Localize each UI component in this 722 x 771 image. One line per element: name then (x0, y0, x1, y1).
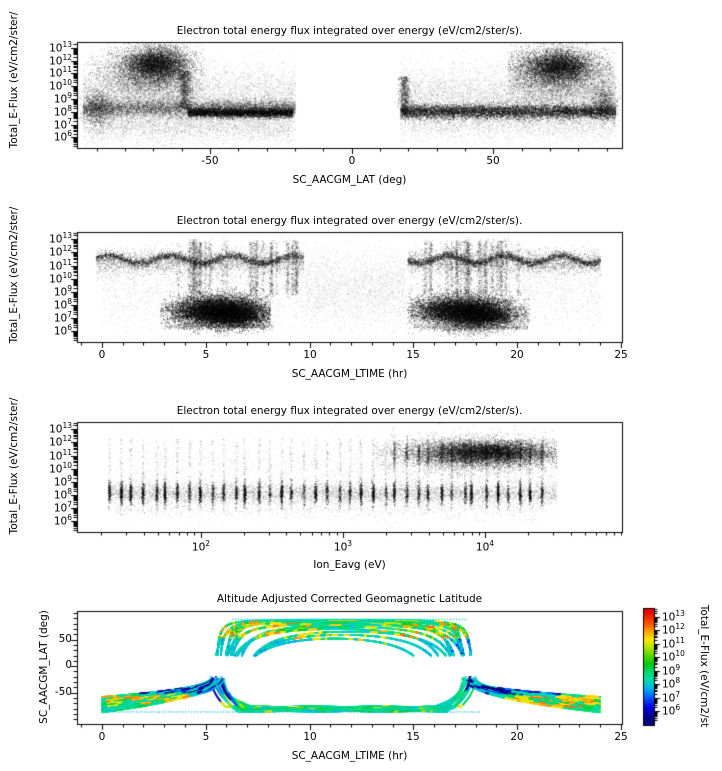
x-tick-label: 50 (486, 155, 500, 167)
colorbar-tick-label: $10^9$ (662, 663, 681, 678)
y-tick-label: $10^{11}$ (49, 448, 72, 463)
colorbar-tick-label: $10^{12}$ (662, 622, 685, 637)
y-tick-label: $10^{12}$ (49, 434, 72, 449)
y-tick-label: 0 (65, 659, 72, 671)
x-tick-label: 5 (202, 349, 210, 361)
colorbar-tick-label: $10^{13}$ (662, 609, 685, 624)
panel2-yaxis-label: Total_E-Flux (eV/cm2/ster/ (7, 206, 20, 344)
x-tick-label: 0 (98, 731, 106, 743)
panel1-title: Electron total energy flux integrated over energy (eV/cm2/ster/s). (176, 25, 523, 37)
x-tick-label: $10^2$ (191, 539, 211, 554)
y-tick-label: $10^{13}$ (49, 40, 72, 55)
y-tick-label: $10^7$ (53, 500, 72, 515)
x-tick-label: 25 (614, 731, 628, 743)
panel2-title: Electron total energy flux integrated over energy (eV/cm2/ster/s). (176, 215, 523, 227)
y-tick-label: $10^7$ (53, 310, 72, 325)
colorbar-tick-label: $10^6$ (662, 703, 681, 718)
y-tick-label: $10^{12}$ (49, 244, 72, 259)
x-tick-label: 25 (614, 349, 628, 361)
x-tick-label: 10 (303, 349, 317, 361)
y-tick-label: $10^{11}$ (49, 65, 72, 80)
x-tick-label: 0 (98, 349, 106, 361)
y-tick-label: $10^8$ (53, 104, 72, 119)
x-tick-label: 20 (510, 731, 524, 743)
y-tick-label: $10^{13}$ (49, 421, 72, 436)
x-tick-label: 10 (303, 731, 317, 743)
x-tick-label: $10^4$ (475, 539, 495, 554)
x-tick-label: 20 (510, 349, 524, 361)
y-tick-label: $10^9$ (53, 284, 72, 299)
y-tick-label: $10^7$ (53, 117, 72, 132)
colorbar-label: Total_E-Flux (eV/cm2/st (698, 604, 711, 728)
panel3-xaxis-label: Ion_Eavg (eV) (313, 559, 386, 571)
y-tick-label: $10^{12}$ (49, 53, 72, 68)
y-tick-label: $10^9$ (53, 91, 72, 106)
panel4-xaxis-label: SC_AACGM_LTIME (hr) (291, 750, 408, 762)
y-tick-label: $10^8$ (53, 487, 72, 502)
panel4-title: Altitude Adjusted Corrected Geomagnetic Latitude (216, 593, 483, 605)
y-tick-label: $10^{10}$ (49, 461, 72, 476)
colorbar-tick-label: $10^{11}$ (662, 636, 685, 651)
panel2-xaxis-label: SC_AACGM_LTIME (hr) (291, 368, 408, 380)
y-tick-label: $10^8$ (53, 297, 72, 312)
x-tick-label: $10^3$ (333, 539, 353, 554)
y-tick-label: $10^{11}$ (49, 258, 72, 273)
colorbar-tick-label: $10^{10}$ (662, 649, 685, 664)
x-tick-label: 0 (348, 155, 356, 167)
colorbar-tick-label: $10^7$ (662, 690, 681, 705)
y-tick-label: $10^9$ (53, 474, 72, 489)
panel1-xaxis-label: SC_AACGM_LAT (deg) (292, 174, 407, 186)
panel3-title: Electron total energy flux integrated over energy (eV/cm2/ster/s). (176, 405, 523, 417)
y-tick-label: $10^6$ (53, 129, 72, 144)
y-tick-label: $10^6$ (53, 323, 72, 338)
y-tick-label: -50 (54, 686, 72, 698)
x-tick-label: -50 (201, 155, 219, 167)
y-tick-label: $10^{10}$ (49, 78, 72, 93)
y-tick-label: $10^{13}$ (49, 231, 72, 246)
x-tick-label: 15 (406, 731, 420, 743)
x-tick-label: 15 (406, 349, 420, 361)
colorbar-tick-label: $10^8$ (662, 676, 681, 691)
y-tick-label: $10^{10}$ (49, 271, 72, 286)
panel1-yaxis-label: Total_E-Flux (eV/cm2/ster/ (7, 11, 20, 149)
y-tick-label: $10^6$ (53, 513, 72, 528)
x-tick-label: 5 (202, 731, 210, 743)
panel4-yaxis-label: SC_AACGM_LAT (deg) (37, 610, 50, 724)
panel3-yaxis-label: Total_E-Flux (eV/cm2/ster/ (7, 397, 20, 535)
y-tick-label: 50 (58, 633, 72, 645)
